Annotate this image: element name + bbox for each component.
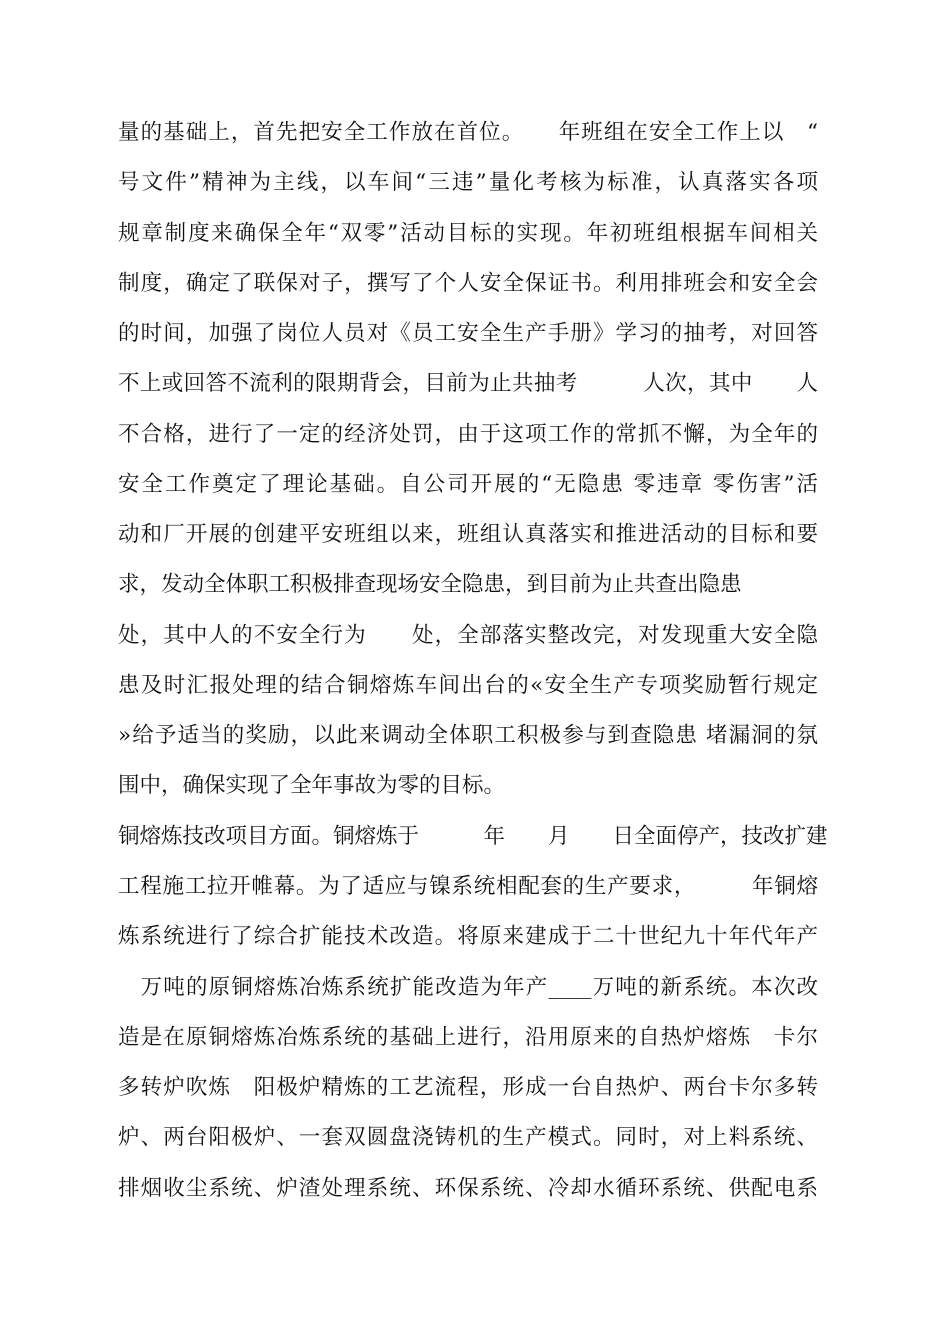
text-line: 造是在原铜熔炼冶炼系统的基础上进行，沿用原来的自热炉熔炼 卡尔 [118, 1025, 818, 1050]
text-line: 炉、两台阳极炉、一套双圆盘浇铸机的生产模式。同时，对上料系统、 [118, 1125, 818, 1150]
text-line: 排烟收尘系统、炉渣处理系统、环保系统、冷却水循环系统、供配电系 [118, 1176, 818, 1201]
text-line: 围中，确保实现了全年事故为零的目标。 [118, 773, 506, 798]
text-line: 多转炉吹炼 阳极炉精炼的工艺流程，形成一台自热炉、两台卡尔多转 [118, 1075, 818, 1100]
text-line: 患及时汇报处理的结合铜熔炼车间出台的«安全生产专项奖励暂行规定 [118, 673, 818, 698]
text-line: 万吨的原铜熔炼冶炼系统扩能改造为年产____万吨的新系统。本次改 [118, 975, 818, 1000]
text-line: 铜熔炼技改项目方面。铜熔炼于 年 月 日全面停产，技改扩建 [118, 824, 828, 849]
text-line: 安全工作奠定了理论基础。自公司开展的“无隐患 零违章 零伤害”活 [118, 472, 818, 497]
text-line: 工程施工拉开帷幕。为了适应与镍系统相配套的生产要求， 年铜熔 [118, 874, 818, 899]
text-line: 处，其中人的不安全行为 处，全部落实整改完，对发现重大安全隐 [118, 623, 818, 648]
text-line: »给予适当的奖励，以此来调动全体职工积极参与到查隐患 堵漏洞的氛 [118, 723, 818, 748]
text-line: 不合格，进行了一定的经济处罚，由于这项工作的常抓不懈，为全年的 [118, 422, 818, 447]
text-line: 的时间，加强了岗位人员对《员工安全生产手册》学习的抽考，对回答 [118, 321, 818, 346]
text-line: 不上或回答不流利的限期背会，目前为止共抽考 人次，其中 人 [118, 371, 818, 396]
text-line: 号文件”精神为主线，以车间“三违”量化考核为标准，认真落实各项 [118, 170, 818, 195]
text-line: 规章制度来确保全年“双零”活动目标的实现。年初班组根据车间相关 [118, 221, 818, 246]
text-line: 求，发动全体职工积极排查现场安全隐患，到目前为止共查出隐患 [118, 572, 742, 597]
text-line: 炼系统进行了综合扩能技术改造。将原来建成于二十世纪九十年代年产 [118, 924, 818, 949]
text-line: 动和厂开展的创建平安班组以来，班组认真落实和推进活动的目标和要 [118, 522, 818, 547]
text-line: 制度，确定了联保对子，撰写了个人安全保证书。利用排班会和安全会 [118, 271, 818, 296]
text-line: 量的基础上，首先把安全工作放在首位。 年班组在安全工作上以 “ [118, 120, 818, 145]
